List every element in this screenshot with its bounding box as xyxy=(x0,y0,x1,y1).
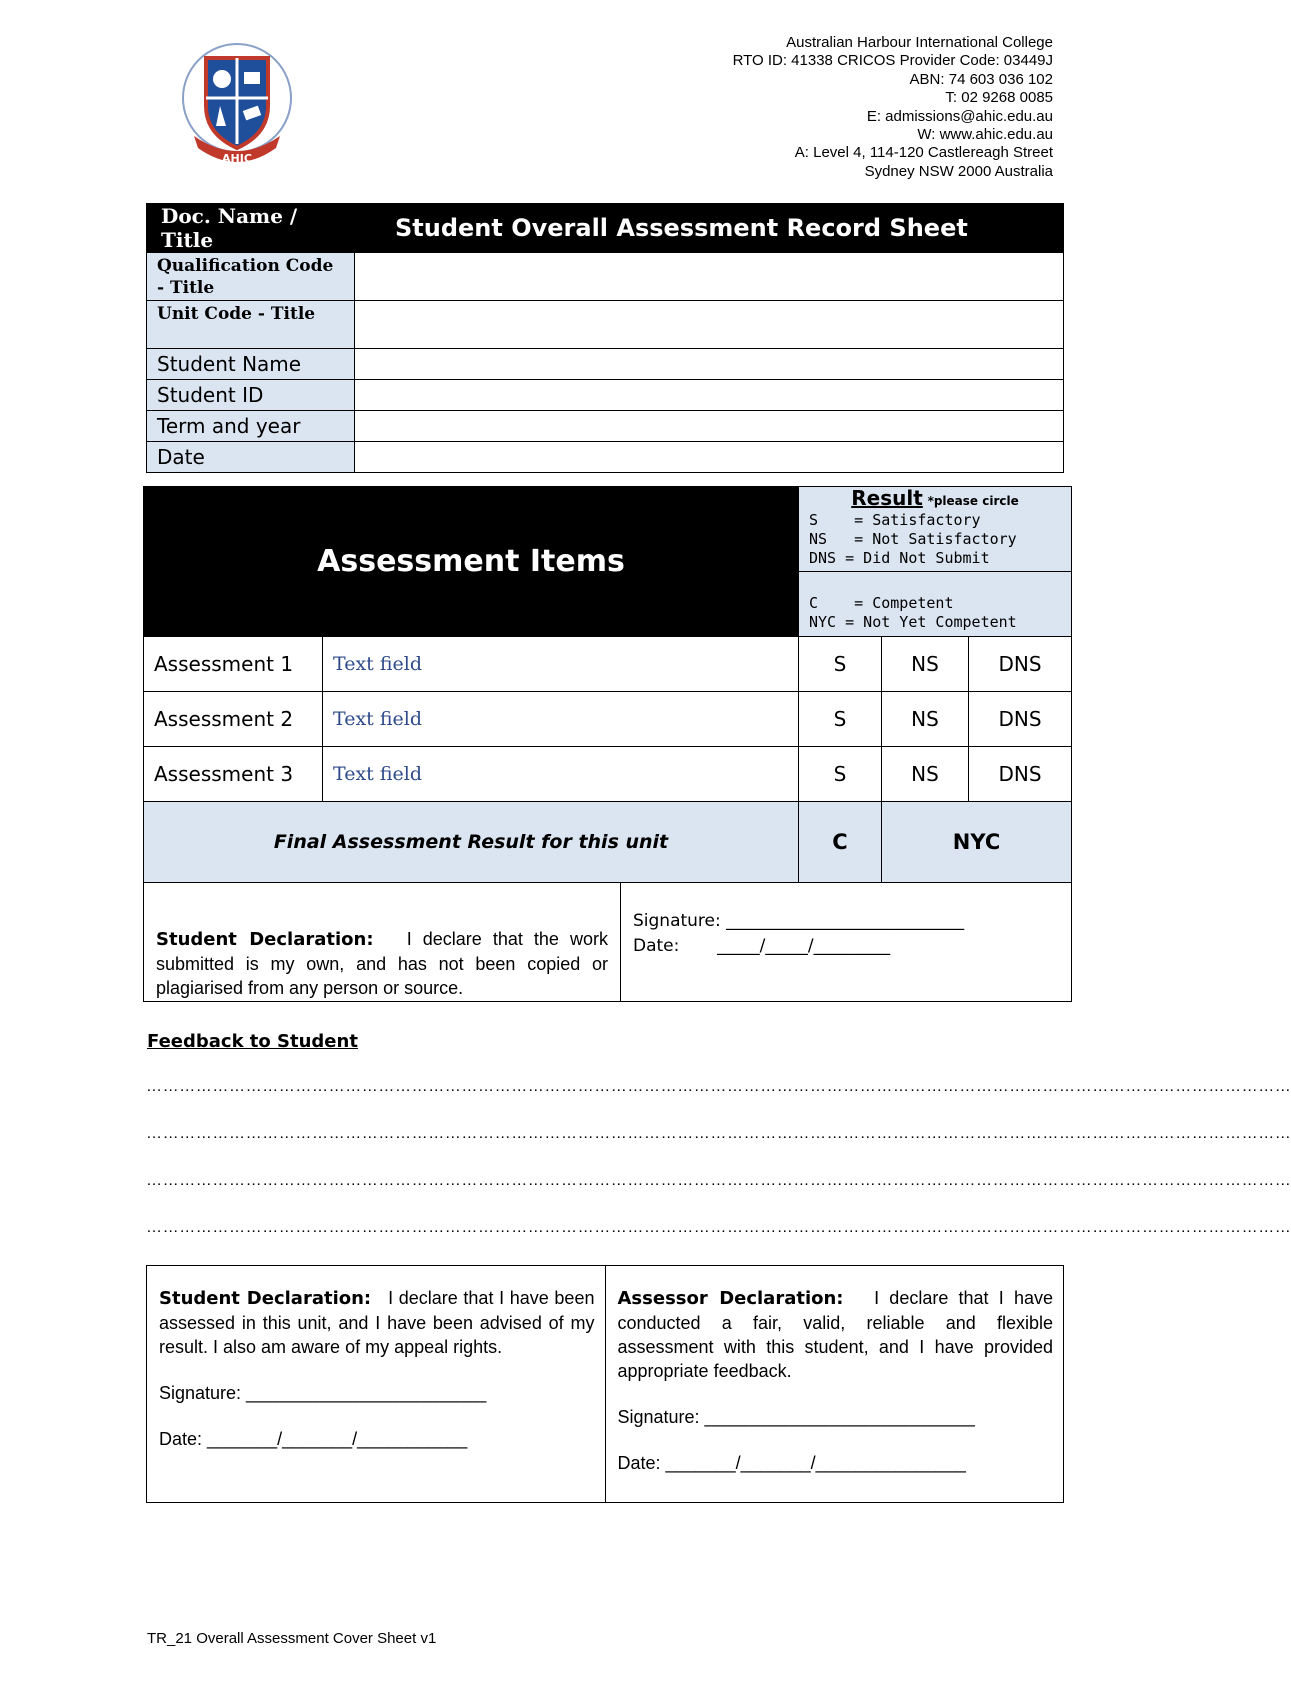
legend-c: C = Competent xyxy=(809,594,954,612)
assessor-date-line[interactable]: Date: _______/_______/_______________ xyxy=(617,1453,966,1473)
qualification-label: Qualification Code - Title xyxy=(147,253,355,301)
date-label: Date xyxy=(147,442,355,473)
assessment-1-dns[interactable]: DNS xyxy=(969,637,1072,692)
assessment-1-ns[interactable]: NS xyxy=(882,637,969,692)
assessor-signature-line[interactable]: Signature: ___________________________ xyxy=(617,1407,975,1427)
phone: T: 02 9268 0085 xyxy=(945,89,1053,107)
legend-ns: NS = Not Satisfactory xyxy=(809,530,1017,548)
college-crest-icon xyxy=(176,36,298,172)
date-line-1[interactable]: Date: _____/_____/_________ xyxy=(633,936,891,956)
final-competent[interactable]: C xyxy=(799,802,882,883)
result-note: *please circle xyxy=(927,494,1019,508)
abn: ABN: 74 603 036 102 xyxy=(909,70,1053,88)
assessment-2-s[interactable]: S xyxy=(799,692,882,747)
college-name: Australian Harbour International College xyxy=(786,34,1053,51)
address-line-1: A: Level 4, 114-120 Castlereagh Street xyxy=(794,144,1053,162)
assessment-items-heading: Assessment Items xyxy=(144,487,799,637)
assessor-declaration-text: I declare that I have conducted a fair, valid, reliable and flexible assessment with this student, and I have provided appropriate feedback. xyxy=(617,1288,1053,1381)
final-not-yet-competent[interactable]: NYC xyxy=(882,802,1072,883)
declaration-text: I declare that the work submitted is my own, and has not been copied or plagiarised from any person or source. xyxy=(156,929,608,998)
feedback-line-3[interactable]: ……………………………………………………………………………………………………………………………………………………………………………………… xyxy=(146,1172,1291,1189)
table-row xyxy=(144,637,1072,692)
result-title: Result xyxy=(851,486,923,510)
assessment-1-field[interactable]: Text field xyxy=(323,637,799,692)
assessment-3-field[interactable]: Text field xyxy=(323,747,799,802)
table-row xyxy=(144,747,1072,802)
term-label: Term and year xyxy=(147,411,355,442)
assessment-3-dns[interactable]: DNS xyxy=(969,747,1072,802)
result-legend xyxy=(799,487,1072,572)
rto-line: RTO ID: 41338 CRICOS Provider Code: 03449J xyxy=(732,52,1053,70)
legend-dns: DNS = Did Not Submit xyxy=(809,549,990,567)
student-signature-line[interactable]: Signature: ________________________ xyxy=(159,1383,487,1403)
student-date-line[interactable]: Date: _______/_______/___________ xyxy=(159,1429,468,1449)
assessor-declaration xyxy=(605,1266,1064,1503)
doc-name-label: Doc. Name / Title xyxy=(147,204,355,253)
student-declaration-2 xyxy=(147,1266,606,1503)
assessment-3-label: Assessment 3 xyxy=(144,747,323,802)
unit-field[interactable] xyxy=(355,301,1064,349)
feedback-line-4[interactable]: ……………………………………………………………………………………………………………………………………………………………………………………… xyxy=(146,1219,1291,1236)
assessment-table xyxy=(143,486,1072,1002)
college-info xyxy=(733,34,1053,181)
assessment-1-s[interactable]: S xyxy=(799,637,882,692)
signature-line-1[interactable]: Signature: ____________________________ xyxy=(633,911,965,931)
student-declaration-1 xyxy=(144,883,621,1002)
student-declaration-title: Student Declaration: xyxy=(159,1288,372,1309)
signature-block-1[interactable] xyxy=(621,883,1072,1002)
footer-text: TR_21 Overall Assessment Cover Sheet v1 xyxy=(147,1630,437,1647)
qualification-field[interactable] xyxy=(355,253,1064,301)
assessment-3-s[interactable]: S xyxy=(799,747,882,802)
student-id-label: Student ID xyxy=(147,380,355,411)
assessment-3-ns[interactable]: NS xyxy=(882,747,969,802)
assessment-2-ns[interactable]: NS xyxy=(882,692,969,747)
website[interactable]: W: www.ahic.edu.au xyxy=(917,126,1053,144)
legend-s: S = Satisfactory xyxy=(809,511,981,529)
date-field[interactable] xyxy=(355,442,1064,473)
assessment-2-field[interactable]: Text field xyxy=(323,692,799,747)
assessment-1-label: Assessment 1 xyxy=(144,637,323,692)
doc-title: Student Overall Assessment Record Sheet xyxy=(355,204,1064,253)
student-declaration-text: I declare that I have been assessed in this unit, and I have been advised of my result. I also am aware of my appeal rights. xyxy=(159,1288,595,1357)
result-legend-competency xyxy=(799,572,1072,637)
feedback-title: Feedback to Student xyxy=(147,1031,358,1052)
feedback-line-2[interactable]: ……………………………………………………………………………………………………………………………………………………………………………………… xyxy=(146,1125,1291,1142)
bottom-declarations xyxy=(146,1265,1064,1503)
assessment-2-dns[interactable]: DNS xyxy=(969,692,1072,747)
student-name-label: Student Name xyxy=(147,349,355,380)
student-name-field[interactable] xyxy=(355,349,1064,380)
address-line-2: Sydney NSW 2000 Australia xyxy=(864,162,1053,180)
feedback-line-1[interactable]: ……………………………………………………………………………………………………………………………………………………………………………………… xyxy=(146,1078,1291,1095)
term-field[interactable] xyxy=(355,411,1064,442)
assessor-declaration-title: Assessor Declaration: xyxy=(617,1288,844,1309)
final-result-label: Final Assessment Result for this unit xyxy=(144,802,799,883)
logo-text: AHIC xyxy=(222,152,252,165)
declaration-title: Student Declaration: xyxy=(156,929,374,950)
email[interactable]: E: admissions@ahic.edu.au xyxy=(866,107,1053,125)
details-table xyxy=(146,203,1064,473)
unit-label: Unit Code - Title xyxy=(147,301,355,349)
legend-nyc: NYC = Not Yet Competent xyxy=(809,613,1017,631)
table-row xyxy=(144,692,1072,747)
student-id-field[interactable] xyxy=(355,380,1064,411)
assessment-2-label: Assessment 2 xyxy=(144,692,323,747)
